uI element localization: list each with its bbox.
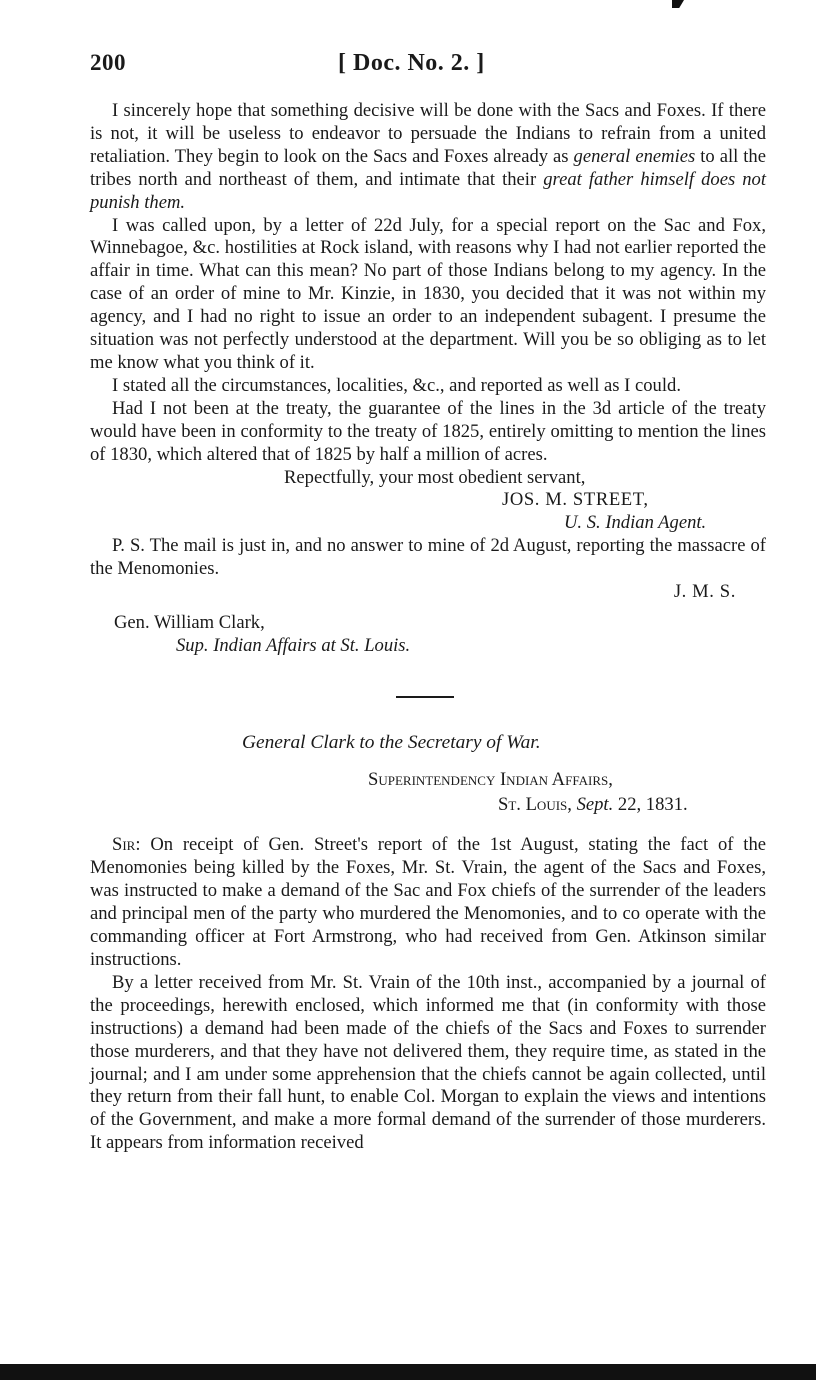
page-content: [90, 100, 766, 1155]
letter2-title: General Clark to the Secretary of War.: [242, 731, 541, 753]
closing-line: Repectfully, your most obedient servant,: [284, 466, 586, 488]
page-number: 200: [90, 50, 126, 75]
addressee-block: [90, 612, 766, 658]
letter1-paragraph-4: Had I not been at the treaty, the guarantee of the lines in the 3d article of the treaty would have been in conformity to the treaty of 1825, entirely omitting to mention the lines of 1830, which altered that of 1825 by half a million of acres.: [90, 397, 766, 465]
letter2-paragraph-1: [90, 834, 766, 971]
p1-text-b: to all the tribes north and northeast of them, and intimate that their: [90, 145, 766, 190]
addressee-title: Sup. Indian Affairs at St. Louis.: [176, 634, 411, 656]
addressee-name: Gen. William Clark,: [114, 611, 265, 633]
dateline-office: Superintendency Indian Affairs,: [368, 768, 613, 790]
p1-emphasis-1: general enemies: [573, 145, 696, 167]
postscript-text: The mail is just in, and no answer to mine of 2d August, reporting the massacre of the Menomonies.: [90, 535, 766, 580]
p1-emphasis-2: great father himself does not punish them.: [90, 168, 767, 213]
letter1-paragraph-2: I was called upon, by a letter of 22d July, for a special report on the Sac and Fox, Winnebagoe, &c. hostilities at Rock island, with reasons why I had not earlier reported the affair in time. What can this mean? No part of those Indians belong to my agency. In the case of an order of mine to Mr. Kinzie, in 1830, you decided that it was not within my agency, and I had no right to issue an order to an independent subagent. I presume the situation was not perfectly understood at the department. Will you be so obliging as to let me know what you think of it.: [90, 214, 766, 373]
signature-title: U. S. Indian Agent.: [564, 512, 707, 534]
scan-bottom-edge: [0, 1364, 816, 1380]
letter2-p1-text: On receipt of Gen. Street's report of the 1st August, stating the fact of the Menomonies being killed by the Foxes, Mr. St. Vrain, the agent of the Sacs and Foxes, was instructed to make a demand of the Sac and Fox chiefs of the surrender of the leaders and principal men of the party who murdered the Menomonies, and to co operate with the commanding officer at Fort Armstrong, who had received from Gen. Atkinson similar instructions.: [90, 834, 766, 970]
postscript-label: P. S.: [112, 535, 145, 557]
salutation: Sir:: [112, 834, 141, 856]
p1-text-a: I sincerely hope that something decisive will be done with the Sacs and Foxes. If there is not, it will be useless to endeavor to persuade the Indians to refrain from a united retaliation. They begin to look on the Sacs and Foxes already as: [90, 100, 766, 167]
postscript-initials: J. M. S.: [673, 581, 736, 603]
page-header: [90, 50, 770, 90]
letter1-paragraph-3: I stated all the circumstances, localities, &c., and reported as well as I could.: [112, 374, 681, 396]
dateline-place: St. Louis,: [498, 793, 572, 815]
postscript: [90, 535, 766, 581]
letter2-paragraph-2: By a letter received from Mr. St. Vrain of the 10th inst., accompanied by a journal of the proceedings, herewith enclosed, which informed me that (in conformity with those instructions) a demand had been made of the chiefs of the Sacs and Foxes to surrender those murderers, and that they have not delivered them, they require time, as stated in the journal; and I am under some apprehension that the chiefs cannot be again collected, until they return from their fall hunt, to enable Col. Morgan to explain the views and intentions of the Government, and make a more formal demand of the surrender of those murderers. It appears from information received: [90, 971, 766, 1154]
section-divider: [396, 696, 454, 698]
dateline-day-year: 22, 1831.: [617, 793, 688, 815]
scan-edge-mark: [672, 0, 684, 8]
dateline-place-date: [90, 794, 766, 817]
doc-reference: [ Doc. No. 2. ]: [338, 50, 485, 76]
letter1-paragraph-1: [90, 100, 766, 215]
dateline-month: Sept.: [576, 793, 614, 815]
signature-name: JOS. M. STREET,: [502, 489, 649, 511]
